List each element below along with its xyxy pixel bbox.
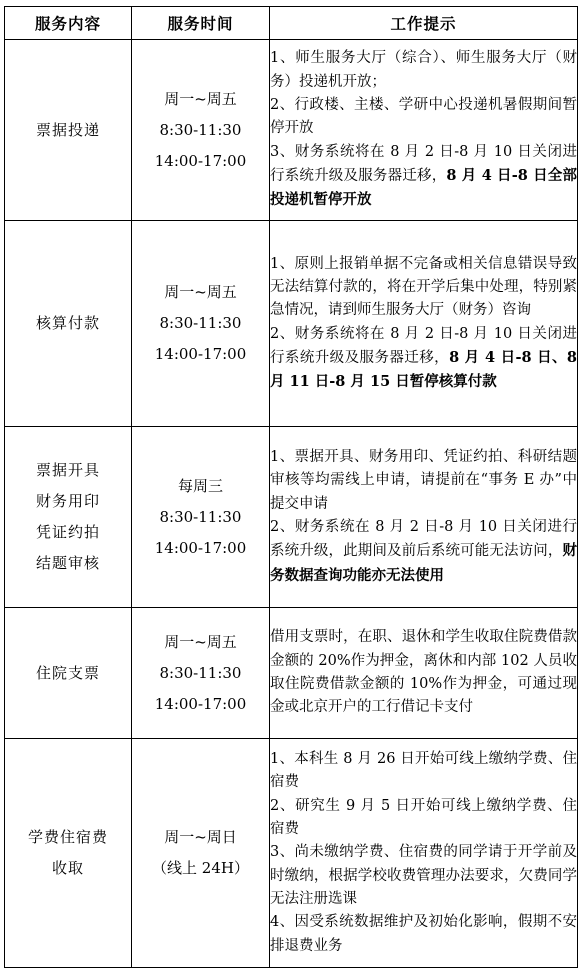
tips-cell (270, 40, 578, 221)
service-name-line: 住院支票 (35, 663, 100, 682)
tip-paragraph: 1、师生服务大厅（综合）、师生服务大厅（财务）投递机开放； (270, 50, 577, 90)
tip-paragraph (270, 141, 577, 213)
service-cell (5, 427, 132, 608)
time-line: 14:00-17:00 (154, 345, 247, 363)
time-cell (132, 40, 270, 221)
tip-paragraph: 4、因受系统数据维护及初始化影响，假期不安排退费业务 (270, 914, 577, 954)
time-line: 14:00-17:00 (154, 538, 247, 557)
service-name-line: 结题审核 (35, 554, 100, 572)
tip-paragraph: 1、原则上报销单据不完备或相关信息错误导致无法结算付款的，将在开学后集中处理，特别紧急情况，请到师生服务大厅（财务）咨询 (270, 255, 577, 319)
tips-cell (270, 221, 578, 427)
service-cell (5, 40, 132, 221)
tip-text: 2、财务系统将在 8 月 2 日-8 月 10 日关闭进行系统升级及服务器迁移， (270, 325, 577, 366)
tip-emphasis: 8 月 4 日-8 日全部投递机暂停开放 (270, 166, 578, 209)
time-line: 8:30-11:30 (159, 120, 242, 139)
tips-cell (270, 739, 578, 968)
service-name-line: 收取 (51, 859, 84, 877)
time-line: 14:00-17:00 (154, 694, 247, 713)
header-row (5, 7, 578, 40)
header-time: 服务时间 (132, 7, 270, 40)
time-cell (132, 608, 270, 739)
tips-cell (270, 427, 578, 608)
service-cell (5, 608, 132, 739)
time-line: 周一~周五 (164, 89, 237, 108)
header-service: 服务内容 (5, 7, 132, 40)
service-name-line: 票据开具 (35, 461, 100, 479)
time-cell (132, 221, 270, 427)
service-table (4, 6, 578, 968)
service-name-line: 财务用印 (35, 492, 100, 510)
tip-paragraph: 1、票据开具、财务用印、凭证约拍、科研结题审核等均需线上申请，请提前在“事务 E 办”中提交申请 (270, 449, 577, 512)
table-row (5, 739, 578, 968)
header-tips: 工作提示 (270, 7, 578, 40)
time-cell (132, 427, 270, 608)
tip-paragraph (270, 516, 577, 588)
time-line: 8:30-11:30 (159, 314, 242, 332)
tip-text: 3、财务系统将在 8 月 2 日-8 月 10 日关闭进行系统升级及服务器迁移， (270, 143, 577, 184)
time-line: 周一~周五 (164, 283, 237, 301)
table-row (5, 608, 578, 739)
service-cell (5, 221, 132, 427)
time-line: 8:30-11:30 (159, 507, 242, 526)
service-name-line: 学费住宿费 (27, 828, 108, 846)
tip-paragraph (270, 323, 577, 395)
tips-cell (270, 608, 578, 739)
time-line: 8:30-11:30 (159, 663, 242, 682)
service-cell (5, 739, 132, 968)
time-line: （线上 24H） (152, 859, 249, 877)
service-name-line: 核算付款 (35, 314, 100, 332)
time-line: 周一~周五 (164, 632, 237, 651)
tip-paragraph: 3、尚未缴纳学费、住宿费的同学请于开学前及时缴纳，根据学校收费管理办法要求，欠费同学无法注册选课 (270, 844, 577, 907)
service-name-line: 票据投递 (35, 120, 100, 139)
tip-paragraph: 2、研究生 9 月 5 日开始可线上缴纳学费、住宿费 (270, 797, 577, 838)
tip-text: 2、财务系统在 8 月 2 日-8 月 10 日关闭进行系统升级，此期间及前后系统可能无法访问， (270, 519, 577, 560)
table-row (5, 221, 578, 427)
time-cell (132, 739, 270, 968)
tip-paragraph: 2、行政楼、主楼、学研中心投递机暑假期间暂停开放 (270, 97, 577, 137)
table-row (5, 40, 578, 221)
tip-paragraph: 借用支票时，在职、退休和学生收取住院费借款金额的 20%作为押金，离休和内部 102 人员收取住院费借款金额的 10%作为押金，可通过现金或北京开户的工行借记卡支付 (270, 629, 577, 716)
time-line: 14:00-17:00 (154, 151, 247, 170)
table-row (5, 427, 578, 608)
tip-emphasis: 财务数据查询功能亦无法使用 (270, 542, 577, 584)
service-name-line: 凭证约拍 (35, 523, 100, 541)
tip-paragraph: 1、本科生 8 月 26 日开始可线上缴纳学费、住宿费 (270, 751, 577, 791)
time-line: 周一~周日 (164, 828, 237, 846)
time-line: 每周三 (177, 476, 223, 495)
tip-emphasis: 8 月 4 日-8 日、8 月 11 日-8 月 15 日暂停核算付款 (270, 348, 577, 391)
